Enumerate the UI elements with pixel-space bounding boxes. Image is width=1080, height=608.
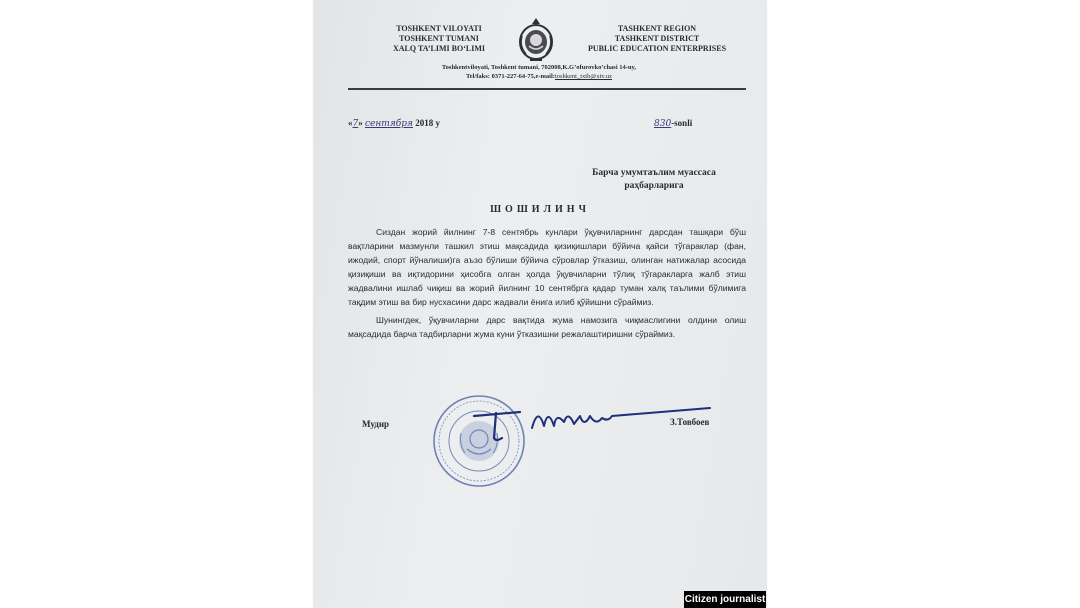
date-year: 2018 y xyxy=(415,118,440,128)
letter-body xyxy=(348,225,746,345)
header-left-line: TOSHKENT TUMANI xyxy=(399,34,479,43)
header-divider xyxy=(348,88,746,90)
header-right-line: TASHKENT DISTRICT xyxy=(614,34,700,43)
state-emblem-icon xyxy=(516,16,556,64)
contact-line xyxy=(374,72,704,81)
date-month: сентября xyxy=(364,119,413,129)
header-address xyxy=(374,63,704,81)
body-paragraph: Шунингдек, ўқувчиларни дарс вақтида жума намозига чиқмаслигини олдини олиш мақсадида барча тадбирларни жума куни ўтказишни режалаштиришни сўраймиз. xyxy=(348,315,746,339)
date-open-quote: « xyxy=(348,118,353,128)
header-left-line: TOSHKENT VILOYATI xyxy=(396,24,482,33)
letter-page xyxy=(314,0,766,608)
header-right-line: TASHKENT REGION xyxy=(617,24,697,33)
email-link[interactable]: toshkent_txtb@xtv.uz xyxy=(554,73,612,80)
header-left-org xyxy=(364,24,514,54)
urgent-heading: ШОШИЛИНЧ xyxy=(490,204,590,215)
header-left-line: XALQ TA’LIMI BO‘LIMI xyxy=(392,44,485,53)
source-watermark: Citizen journalist xyxy=(684,591,766,608)
letter-date xyxy=(348,118,440,129)
addressee xyxy=(554,167,754,193)
number-suffix: -sonli xyxy=(671,118,693,128)
letter-number xyxy=(654,118,692,129)
signer-name: З.Товбоев xyxy=(670,417,710,427)
addressee-line: Барча умумтаълим муассаса xyxy=(592,168,716,178)
date-close-quote: » xyxy=(358,118,363,128)
header-right-org xyxy=(572,24,742,54)
phone-fax: Tel/faks: 0371-227-64-75,e-mail: xyxy=(466,73,555,80)
signer-title: Мудир xyxy=(362,419,390,429)
addressee-line: раҳбарларига xyxy=(624,181,684,191)
date-day: 7 xyxy=(352,119,359,129)
address-line: Toshkentviloyati, Toshkent tumani, 702008,K.G’ofurovko’chasi 14-uy, xyxy=(441,64,637,71)
header-right-line: PUBLIC EDUCATION ENTERPRISES xyxy=(587,44,727,53)
reference-number: 830 xyxy=(654,119,672,129)
body-paragraph: Сиздан жорий йилнинг 7-8 сентябрь кунлари ўқувчиларнинг дарсдан ташқари бўш вақтларини мазмунли ташкил этиш мақсадида қизиқишлари бўйича қайси тўгараклар (фан, ижодий, спорт йўналиши)га аъзо бўлиши бўйича сўровлар ўтказиш, олинган натижалар асосида қизиқиши ва иқтидорини ҳисобга олган ҳолда ўқувчиларни тўлиқ тўгаракларга жалб этиш жадвалини ишлаб чиқиш ва жорий йилнинг 10 сентябрга қадар туман халқ таълими бўлимига тақдим этиш ва бир нусхасини дарс жадвали ёнига илиб қўйишни сўраймиз. xyxy=(348,227,746,307)
